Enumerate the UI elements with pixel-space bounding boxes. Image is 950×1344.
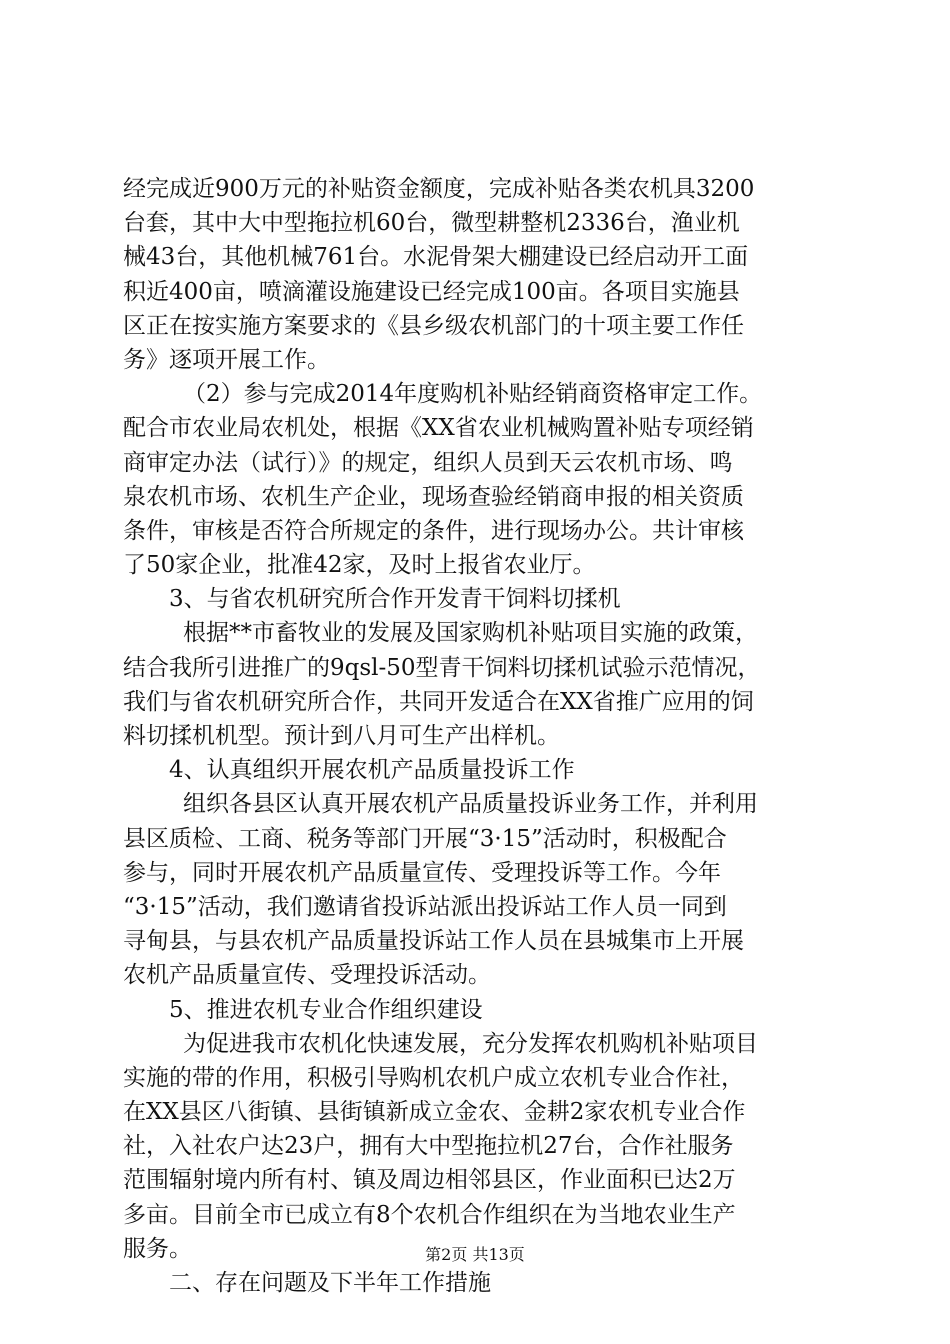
text-line: 商审定办法（试行）》的规定，组织人员到天云农机市场、鸣 xyxy=(123,449,733,476)
text-line: 泉农机市场、农机生产企业，现场查验经销商申报的相关资质 xyxy=(123,483,744,510)
text-line: 服务。 xyxy=(123,1235,192,1262)
text-line: 结合我所引进推广的9qsl-50型青干饲料切揉机试验示范情况， xyxy=(123,654,761,681)
text-line: 组织各县区认真开展农机产品质量投诉业务工作，并利用 xyxy=(183,791,758,818)
text-line: 区正在按实施方案要求的《县乡级农机部门的十项主要工作任 xyxy=(123,312,744,339)
text-line: 根据**市畜牧业的发展及国家购机补贴项目实施的政策， xyxy=(183,620,758,647)
text-line: 我们与省农机研究所合作，共同开发适合在XX省推广应用的饲 xyxy=(123,688,754,715)
text-line: 范围辐射境内所有村、镇及周边相邻县区，作业面积已达2万 xyxy=(123,1167,736,1194)
document-body xyxy=(123,172,835,1300)
text-line: 务》逐项开展工作。 xyxy=(123,346,330,373)
text-line: 条件，审核是否符合所规定的条件，进行现场办公。共计审核 xyxy=(123,517,744,544)
text-line: 多亩。目前全市已成立有8个农机合作组织在为当地农业生产 xyxy=(123,1201,736,1228)
text-line: 了50家企业，批准42家，及时上报省农业厅。 xyxy=(123,552,596,579)
text-line: 积近400亩，喷滴灌设施建设已经完成100亩。各项目实施县 xyxy=(123,278,740,305)
text-line: “3·15”活动，我们邀请省投诉站派出投诉站工作人员一同到 xyxy=(123,893,727,920)
text-line: 3、与省农机研究所合作开发青干饲料切揉机 xyxy=(169,586,621,613)
text-line: 在XX县区八街镇、县街镇新成立金农、金耕2家农机专业合作 xyxy=(123,1099,746,1126)
text-line: 二、存在问题及下半年工作措施 xyxy=(169,1270,491,1296)
text-line: 农机产品质量宣传、受理投诉活动。 xyxy=(123,962,491,989)
text-line: 台套，其中大中型拖拉机60台，微型耕整机2336台，渔业机 xyxy=(123,210,740,237)
text-line: 经完成近900万元的补贴资金额度，完成补贴各类农机具3200 xyxy=(123,176,755,202)
text-line: 参与，同时开展农机产品质量宣传、受理投诉等工作。今年 xyxy=(123,859,721,886)
text-line: 县区质检、工商、税务等部门开展“3·15”活动时，积极配合 xyxy=(123,825,727,852)
text-line: （2）参与完成2014年度购机补贴经销商资格审定工作。 xyxy=(183,381,763,408)
text-line: 为促进我市农机化快速发展，充分发挥农机购机补贴项目 xyxy=(183,1030,758,1057)
text-line: 配合市农业局农机处，根据《XX省农业机械购置补贴专项经销 xyxy=(123,415,754,442)
text-line: 5、推进农机专业合作组织建设 xyxy=(169,996,483,1023)
text-line: 4、认真组织开展农机产品质量投诉工作 xyxy=(169,757,575,784)
text-line: 料切揉机机型。预计到八月可生产出样机。 xyxy=(123,723,560,749)
text-line: 械43台，其他机械761台。水泥骨架大棚建设已经启动开工面 xyxy=(123,244,749,271)
text-line: 社，入社农户达23户，拥有大中型拖拉机27台，合作社服务 xyxy=(123,1133,734,1160)
text-line: 寻甸县，与县农机产品质量投诉站工作人员在县城集市上开展 xyxy=(123,928,744,955)
page-footer: 第2页 共13页 xyxy=(425,1245,525,1264)
text-line: 实施的带的作用，积极引导购机农机户成立农机专业合作社， xyxy=(123,1064,744,1091)
